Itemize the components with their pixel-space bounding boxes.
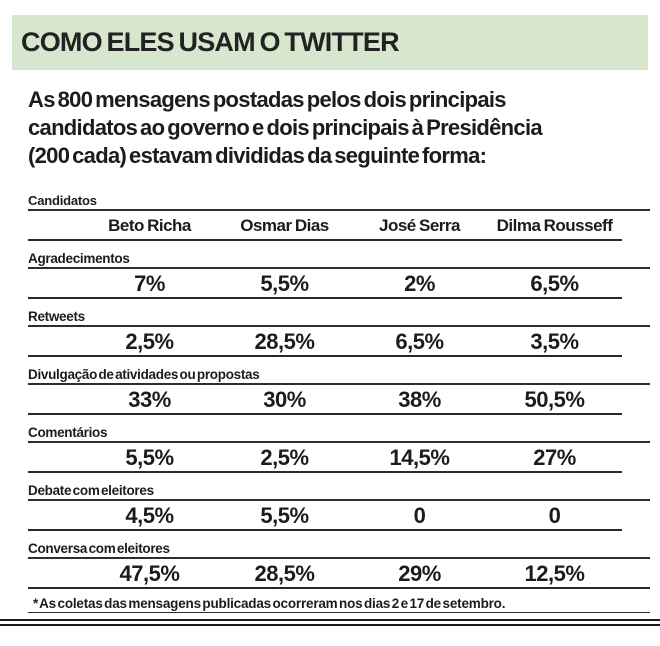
cell-value: 12,5% [524, 560, 585, 586]
cell-value: 5,5% [260, 502, 309, 528]
cell-value: 0 [413, 502, 426, 528]
cell-value: 2,5% [125, 328, 174, 354]
cell-value: 5,5% [125, 444, 174, 470]
cell-value: 2% [404, 270, 435, 296]
cell-value: 33% [128, 386, 171, 412]
intro-line: candidatos ao governo e dois principais à Presidência [28, 115, 542, 140]
cell-value: 5,5% [260, 270, 309, 296]
header-bar [12, 15, 648, 70]
cell-value: 14,5% [389, 444, 450, 470]
page-title: COMO ELES USAM O TWITTER [21, 27, 399, 57]
intro-paragraph [28, 86, 648, 170]
cell-value: 38% [398, 386, 441, 412]
cell-value: 3,5% [530, 328, 579, 354]
column-header-row [82, 211, 650, 239]
table-row [82, 501, 650, 529]
row-label: Conversa com eleitores [28, 540, 170, 556]
cell-value: 47,5% [119, 560, 180, 586]
cell-value: 27% [533, 444, 576, 470]
table-corner-label: Candidatos [28, 193, 97, 208]
row-label: Agradecimentos [28, 250, 130, 266]
cell-value: 6,5% [530, 270, 579, 296]
intro-line: As 800 mensagens postadas pelos dois principais [28, 87, 506, 112]
column-header: José Serra [379, 215, 460, 235]
table-row [82, 269, 650, 297]
cell-value: 28,5% [254, 328, 315, 354]
cell-value: 30% [263, 386, 306, 412]
column-header: Dilma Rousseff [496, 215, 613, 235]
cell-value: 50,5% [524, 386, 585, 412]
intro-line: (200 cada) estavam divididas da seguinte forma: [28, 143, 487, 168]
divider [28, 612, 650, 614]
data-table [28, 192, 650, 613]
table-row [82, 559, 650, 587]
footnote: * As coletas das mensagens publicadas ocorreram nos dias 2 e 17 de setembro. [33, 595, 506, 611]
row-label: Comentários [28, 424, 108, 440]
row-label: Divulgação de atividades ou propostas [28, 366, 260, 382]
cell-value: 7% [134, 270, 165, 296]
row-label: Retweets [28, 308, 85, 324]
column-header: Osmar Dias [240, 215, 329, 235]
cell-value: 4,5% [125, 502, 174, 528]
bottom-double-rule [0, 619, 660, 626]
cell-value: 29% [398, 560, 441, 586]
row-label: Debate com eleitores [28, 482, 154, 498]
cell-value: 2,5% [260, 444, 309, 470]
table-row [82, 385, 650, 413]
cell-value: 6,5% [395, 328, 444, 354]
table-row [82, 443, 650, 471]
cell-value: 28,5% [254, 560, 315, 586]
column-header: Beto Richa [108, 215, 191, 235]
table-row [82, 327, 650, 355]
cell-value: 0 [548, 502, 561, 528]
